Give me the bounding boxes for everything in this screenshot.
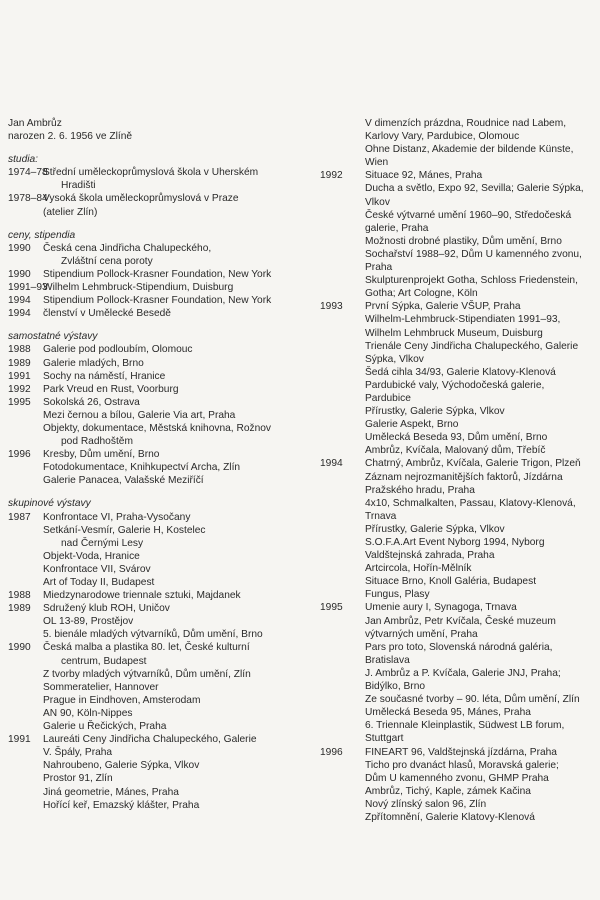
entry-line: Ambrůz, Kvíčala, Malovaný dům, Třebíč [365,445,546,457]
cv-entry [8,166,308,192]
entry-year: 1995 [320,602,343,614]
entry-year: 1974–78 [8,167,48,179]
entry-line: OL 13-89, Prostějov [43,616,134,628]
entry-line: Sochy na náměstí, Hranice [43,370,166,382]
entry-line: Sdružený klub ROH, Uničov [43,603,170,615]
cv-entry [8,602,308,641]
right-column [320,117,582,824]
entry-line: Situace Brno, Knoll Galéria, Budapest [365,576,537,588]
entry-line: Trienále Ceny Jindřicha Chalupeckého, Galerie [365,340,579,352]
entry-lines [43,396,308,448]
entry-line: Miedzynarodowe triennale sztuki, Majdanek [43,590,241,602]
entry-line: 6. Triennale Kleinplastik, Südwest LB forum, [365,720,565,732]
entry-year: 1991–93 [8,282,48,294]
entry-year: 1994 [8,295,31,307]
entry-lines [43,192,308,218]
entry-lines [365,117,582,169]
entry-year: 1988 [8,344,31,356]
cv-entry [8,242,308,268]
entry-line: galerie, Praha [365,222,429,234]
entry-line: Ambrůz, Tichý, Kaple, zámek Kačina [365,785,531,797]
entry-line: Galerie Aspekt, Brno [365,419,459,431]
entry-line: Fungus, Plasy [365,589,430,601]
birth-info: narozen 2. 6. 1956 ve Zlíně [8,131,133,143]
entry-year: 1991 [8,734,31,746]
entry-line: Střední uměleckoprůmyslová škola v Uherském [43,167,259,179]
entry-year: 1990 [8,642,31,654]
entry-year [320,117,365,169]
cv-entry [8,396,308,448]
entry-line: (atelier Zlín) [43,206,98,218]
entry-line: Wien [365,157,389,169]
cv-entry [8,268,308,281]
entry-line: Trnava [365,510,397,522]
entry-line: Česká malba a plastika 80. let, České kulturní [43,642,250,654]
entry-line: Hořící keř, Emazský klášter, Praha [43,799,200,811]
entry-lines [43,281,308,294]
entry-year: 1990 [8,242,31,254]
entry-year: 1990 [8,268,31,280]
entry-line: Šedá cihla 34/93, Galerie Klatovy-Klenová [365,366,556,378]
entry-line: AN 90, Köln-Nippes [43,707,133,719]
entry-year: 1992 [8,383,31,395]
cv-entry [8,357,308,370]
entry-line: České výtvarné umění 1960–90, Středočeská [365,209,572,221]
entry-line: První Sýpka, Galerie VŠUP, Praha [365,301,521,313]
cv-entry [8,343,308,356]
entry-line: výtvarných umění, Praha [365,628,478,640]
artist-name: Jan Ambrůz [8,118,62,129]
entry-line: Jiná geometrie, Mánes, Praha [43,786,179,798]
entry-line: Bratislava [365,654,410,666]
entry-line: Konfrontace VII, Svárov [43,563,151,575]
entry-lines [365,457,582,601]
entry-line: Stuttgart [365,733,404,745]
entry-line: Ze současné tvorby – 90. léta, Dům umění, Zlín [365,694,580,706]
entry-line: Sokolská 26, Ostrava [43,396,140,408]
entry-line: Wilhelm-Lehmbruck-Stipendiaten 1991–93, [365,314,561,326]
entry-lines [43,166,308,192]
entry-lines [365,601,582,745]
entry-lines [43,307,308,320]
entry-lines [365,169,584,300]
entry-line: V. Špály, Praha [43,747,113,759]
entry-lines [43,589,308,602]
entry-year: 1989 [8,357,31,369]
entry-line: Přírustky, Galerie Sýpka, Vlkov [365,406,505,418]
entry-line: Galerie u Řečických, Praha [43,721,167,733]
entry-line: J. Ambrůz a P. Kvíčala, Galerie JNJ, Praha; [365,667,561,679]
entry-lines [43,294,308,307]
entry-lines [43,641,308,733]
cv-entry [8,733,308,812]
entry-line: Hradišti [61,180,96,192]
entry-line: Galerie pod podloubím, Olomouc [43,344,193,356]
entry-line: Art of Today II, Budapest [43,577,155,588]
entry-line: Nahroubeno, Galerie Sýpka, Vlkov [43,760,200,772]
entry-line: Wilhelm Lehmbruck-Stipendium, Duisburg [43,282,234,294]
cv-entry [8,281,308,294]
entry-line: Umělecká Beseda 93, Dům umění, Brno [365,432,548,444]
entry-line: Z tvorby mladých výtvarníků, Dům umění, Zlín [43,668,251,680]
entry-lines [43,602,308,641]
entry-line: Zpřítomnění, Galerie Klatovy-Klenová [365,811,535,823]
entry-line: Praha [365,262,393,274]
entry-year: 1996 [8,449,31,461]
entry-lines [43,268,308,281]
section-title: skupinové výstavy [8,498,91,510]
entry-lines [43,448,308,487]
entry-line: Pardubické valy, Východočeská galerie, [365,379,545,391]
cv-entry [320,117,582,169]
entry-line: Sýpka, Vlkov [365,353,424,365]
entry-line: centrum, Budapest [61,655,147,667]
entry-line: Fotodokumentace, Knihkupectví Archa, Zlín [43,462,241,474]
entry-line: Sochařství 1988–92, Dům U kamenného zvonu, [365,248,582,260]
entry-line: Galerie Panacea, Valašské Meziříčí [43,475,204,487]
entry-year: 1994 [8,308,31,320]
cv-entry [8,383,308,396]
entry-line: Artcircola, Hořín-Mělník [365,563,472,575]
cv-entry [320,300,582,457]
entry-line: 4x10, Schmalkalten, Passau, Klatovy-Klenová, [365,497,576,509]
entry-lines [365,300,582,457]
cv-entry [8,307,308,320]
cv-entry [8,589,308,602]
entry-lines [43,383,308,396]
left-column [8,117,308,812]
entry-line: Dům U kamenného zvonu, GHMP Praha [365,772,549,784]
cv-entry [8,370,308,383]
entry-line: Nový zlínský salon 96, Zlín [365,798,487,810]
entry-year: 1991 [8,370,31,382]
cv-entry [320,169,582,300]
section-title: samostatné výstavy [8,331,98,343]
entry-year: 1995 [8,396,31,408]
cv-entry [320,601,582,745]
entry-line: 5. bienále mladých výtvarníků, Dům umění, Brno [43,629,263,641]
entry-lines [43,370,308,383]
entry-line: Vysoká škola uměleckoprůmyslová v Praze [43,193,239,205]
entry-line: Zvláštní cena poroty [61,255,153,267]
entry-line: Možnosti drobné plastiky, Dům umění, Brno [365,235,562,247]
entry-line: Gotha; Art Cologne, Köln [365,288,478,300]
entry-line: Stipendium Pollock-Krasner Foundation, New York [43,295,272,307]
entry-line: Jan Ambrůz, Petr Kvíčala, České muzeum [365,615,556,627]
entry-year: 1978–84 [8,193,48,205]
entry-line: Kresby, Dům umění, Brno [43,449,160,461]
entry-line: Skulpturenprojekt Gotha, Schloss Friedenstein, [365,275,578,287]
entry-line: S.O.F.A.Art Event Nyborg 1994, Nyborg [365,537,545,548]
entry-line: Prostor 91, Zlín [43,773,113,785]
entry-year: 1987 [8,511,31,523]
entry-line: Umenie aury I, Synagoga, Trnava [365,602,517,614]
entry-line: Bidýlko, Brno [365,681,426,693]
cv-entry [320,746,582,825]
entry-year: 1993 [320,301,343,313]
cv-entry [8,294,308,307]
entry-lines [365,746,582,825]
entry-line: nad Černými Lesy [61,537,144,549]
entry-line: Umělecká Beseda 95, Mánes, Praha [365,707,531,719]
entry-lines [43,242,308,268]
cv-entry [8,511,308,590]
entry-year: 1989 [8,603,31,615]
entry-line: Mezi černou a bílou, Galerie Via art, Praha [43,409,236,421]
entry-line: Karlovy Vary, Pardubice, Olomouc [365,131,520,143]
entry-year: 1996 [320,746,343,758]
entry-line: Vlkov [365,196,390,208]
entry-line: pod Radhoštěm [61,436,133,448]
entry-line: Setkání-Vesmír, Galerie H, Kostelec [43,524,206,536]
entry-line: Ticho pro dvanáct hlasů, Moravská galerie; [365,759,559,771]
entry-line: FINEART 96, Valdštejnská jízdárna, Praha [365,746,557,758]
section-title: ceny, stipendia [8,229,76,241]
entry-line: V dimenzích prázdna, Roudnice nad Labem, [365,118,567,129]
entry-line: Prague in Eindhoven, Amsterodam [43,694,201,706]
entry-line: Ohne Distanz, Akademie der bildende Künste, [365,144,574,156]
cv-entry [320,457,582,601]
entry-line: Park Vreud en Rust, Voorburg [43,383,179,395]
entry-line: Pražského hradu, Praha [365,484,475,496]
entry-line: Pars pro toto, Slovenská národná galéria, [365,641,553,653]
entry-lines [43,357,308,370]
entry-line: Stipendium Pollock-Krasner Foundation, New York [43,268,272,280]
entry-line: Pardubice [365,392,411,404]
entry-line: členství v Umělecké Besedě [43,308,171,320]
entry-line: Objekt-Voda, Hranice [43,550,140,562]
entry-line: Záznam nejrozmanitějších faktorů, Jízdárna [365,471,563,483]
cv-entry [8,192,308,218]
entry-lines [43,343,308,356]
entry-line: Wilhelm Lehmbruck Museum, Duisburg [365,327,543,339]
entry-line: Česká cena Jindřicha Chalupeckého, [43,242,212,254]
entry-line: Valdštejnská zahrada, Praha [365,550,495,562]
entry-line: Chatrný, Ambrůz, Kvíčala, Galerie Trigon, Plzeň [365,458,581,470]
entry-line: Laureáti Ceny Jindřicha Chalupeckého, Galerie [43,734,257,746]
entry-line: Konfrontace VI, Praha-Vysočany [43,511,191,523]
entry-lines [43,733,308,812]
entry-line: Ducha a světlo, Expo 92, Sevilla; Galerie Sýpka, [365,183,584,195]
entry-line: Situace 92, Mánes, Praha [365,170,483,182]
entry-line: Objekty, dokumentace, Městská knihovna, Rožnov [43,422,272,434]
entry-year: 1988 [8,590,31,602]
entry-line: Přírustky, Galerie Sýpka, Vlkov [365,523,505,535]
entry-lines [43,511,308,590]
entry-year: 1992 [320,170,343,182]
section-title: studia: [8,154,39,166]
entry-year: 1994 [320,458,343,470]
cv-entry [8,448,308,487]
entry-line: Galerie mladých, Brno [43,357,144,369]
cv-entry [8,641,308,733]
entry-line: Sommeratelier, Hannover [43,681,159,693]
